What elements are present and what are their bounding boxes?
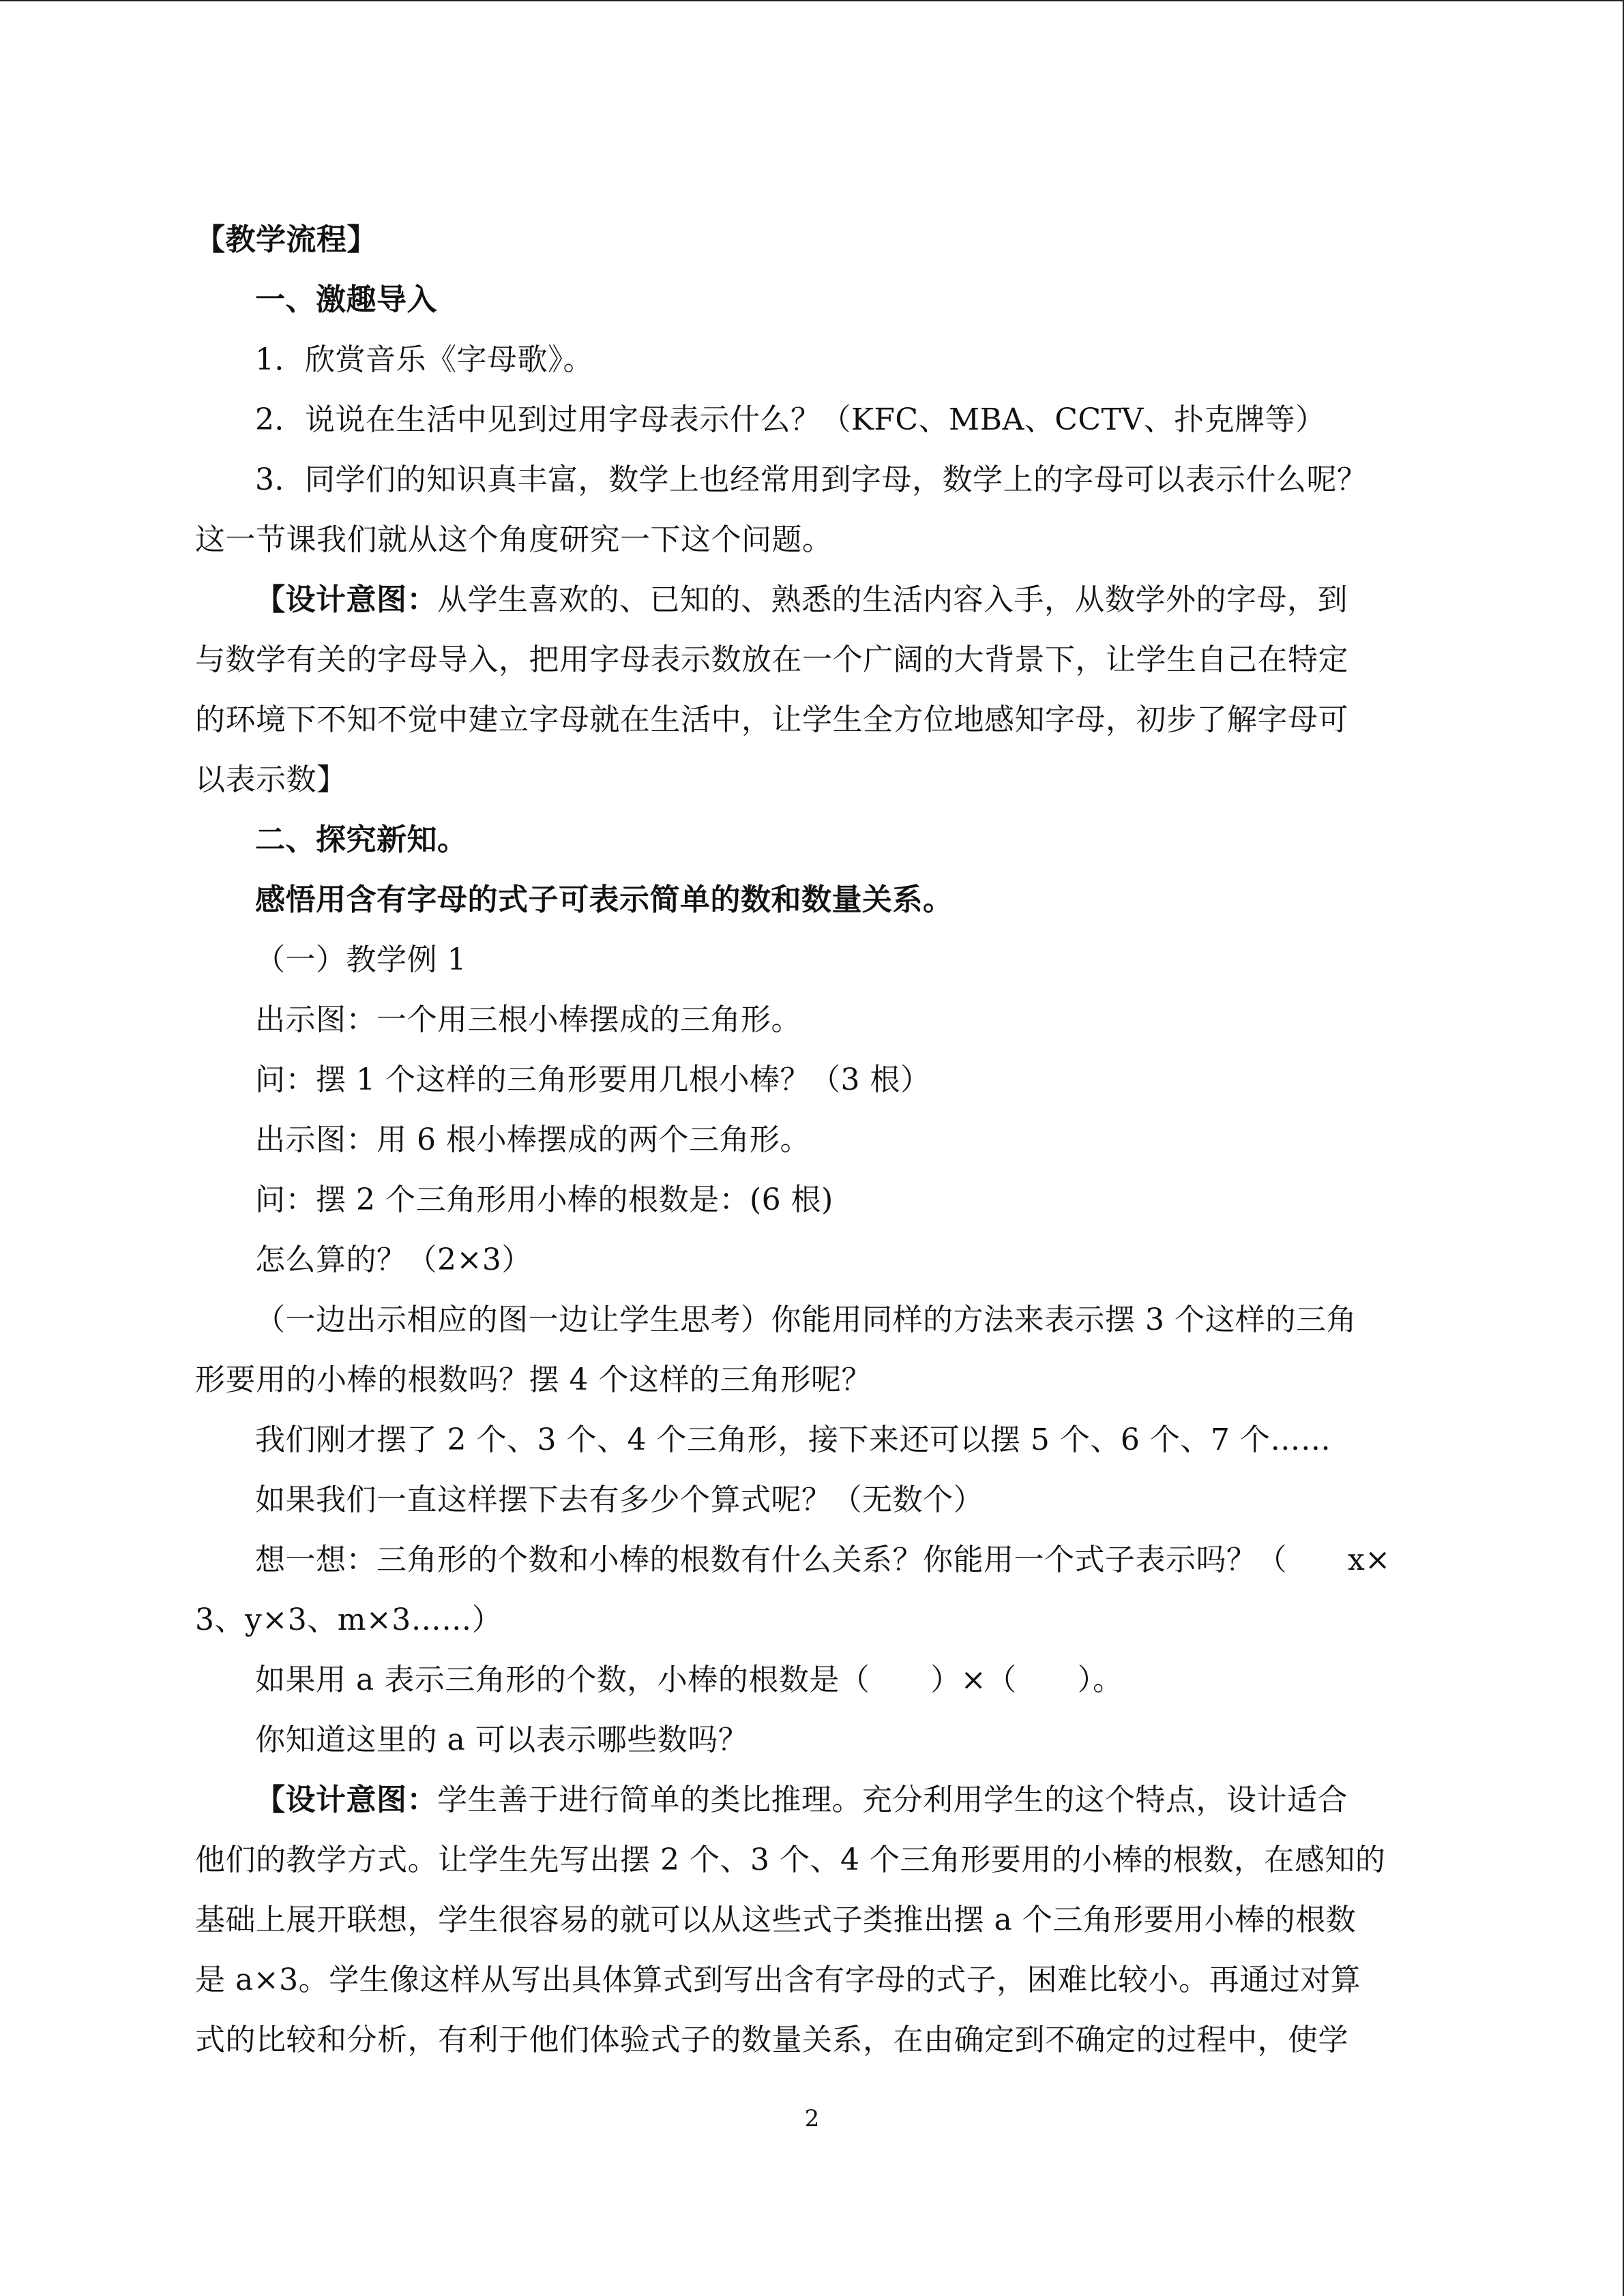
design-intent-label: 【设计意图： (255, 1783, 437, 1817)
section1-title: 一、激趣导入 (255, 282, 437, 317)
section2-subtitle: 感悟用含有字母的式子可表示简单的数和数量关系。 (255, 882, 954, 917)
design-intent-2-line-1 (195, 1770, 1471, 1830)
section1-item-2: 2．说说在生活中见到过用字母表示什么？（KFC、MBA、CCTV、扑克牌等） (255, 402, 1326, 437)
section2-line-12: 3、y×3、m×3……） (195, 1602, 503, 1637)
section2-line-6: 怎么算的？（2×3） (255, 1242, 532, 1277)
design-intent-label: 【设计意图： (255, 582, 437, 617)
section2-line-10: 如果我们一直这样摆下去有多少个算式呢？（无数个） (255, 1482, 984, 1517)
design-intent-1-line-1 (195, 570, 1471, 630)
design-intent-text: 学生善于进行简单的类比推理。充分利用学生的这个特点，设计适合 (437, 1783, 1348, 1817)
design-intent-2-line-2: 他们的教学方式。让学生先写出摆 2 个、3 个、4 个三角形要用的小棒的根数，在感知的 (195, 1843, 1386, 1877)
section1-item-3-cont: 这一节课我们就从这个角度研究一下这个问题。 (195, 522, 833, 557)
section1-item-1: 1．欣赏音乐《字母歌》。 (255, 342, 593, 377)
design-intent-2-line-3: 基础上展开联想，学生很容易的就可以从这些式子类推出摆 a 个三角形要用小棒的根数 (195, 1903, 1357, 1937)
section2-line-13: 如果用 a 表示三角形的个数，小棒的根数是（ ）×（ ）。 (255, 1663, 1123, 1697)
design-intent-2-line-4: 是 a×3。学生像这样从写出具体算式到写出含有字母的式子，困难比较小。再通过对算 (195, 1963, 1361, 1997)
section2-line-2: 出示图：一个用三根小棒摆成的三角形。 (255, 1002, 801, 1037)
section2-line-11: 想一想：三角形的个数和小棒的根数有什么关系？你能用一个式子表示吗？（ x× (255, 1542, 1391, 1577)
design-intent-1-line-3: 的环境下不知不觉中建立字母就在生活中，让学生全方位地感知字母，初步了解字母可 (195, 702, 1348, 737)
page-number: 2 (804, 2105, 820, 2132)
section2-line-9: 我们刚才摆了 2 个、3 个、4 个三角形，接下来还可以摆 5 个、6 个、7 个…… (255, 1422, 1331, 1457)
section-heading: 【教学流程】 (195, 222, 377, 257)
section2-line-7: （一边出示相应的图一边让学生思考）你能用同样的方法来表示摆 3 个这样的三角 (255, 1302, 1357, 1337)
section2-line-3: 问：摆 1 个这样的三角形要用几根小棒？（3 根） (255, 1062, 931, 1097)
document-body (195, 210, 1471, 2070)
design-intent-1-line-4: 以表示数】 (195, 762, 347, 797)
design-intent-2-line-5: 式的比较和分析，有利于他们体验式子的数量关系，在由确定到不确定的过程中，使学 (195, 2023, 1348, 2057)
design-intent-text: 从学生喜欢的、已知的、熟悉的生活内容入手，从数学外的字母，到 (437, 582, 1348, 617)
section2-title: 二、探究新知。 (255, 822, 468, 857)
section2-line-1: （一）教学例 1 (255, 942, 467, 977)
section2-line-4: 出示图：用 6 根小棒摆成的两个三角形。 (255, 1122, 810, 1157)
section1-item-3: 3．同学们的知识真丰富，数学上也经常用到字母，数学上的字母可以表示什么呢？ (255, 462, 1368, 497)
section2-line-5: 问：摆 2 个三角形用小棒的根数是：(6 根) (255, 1182, 833, 1217)
section2-line-8: 形要用的小棒的根数吗？摆 4 个这样的三角形呢？ (195, 1362, 872, 1397)
design-intent-1-line-2: 与数学有关的字母导入，把用字母表示数放在一个广阔的大背景下，让学生自己在特定 (195, 642, 1348, 677)
section2-line-14: 你知道这里的 a 可以表示哪些数吗？ (255, 1723, 749, 1757)
